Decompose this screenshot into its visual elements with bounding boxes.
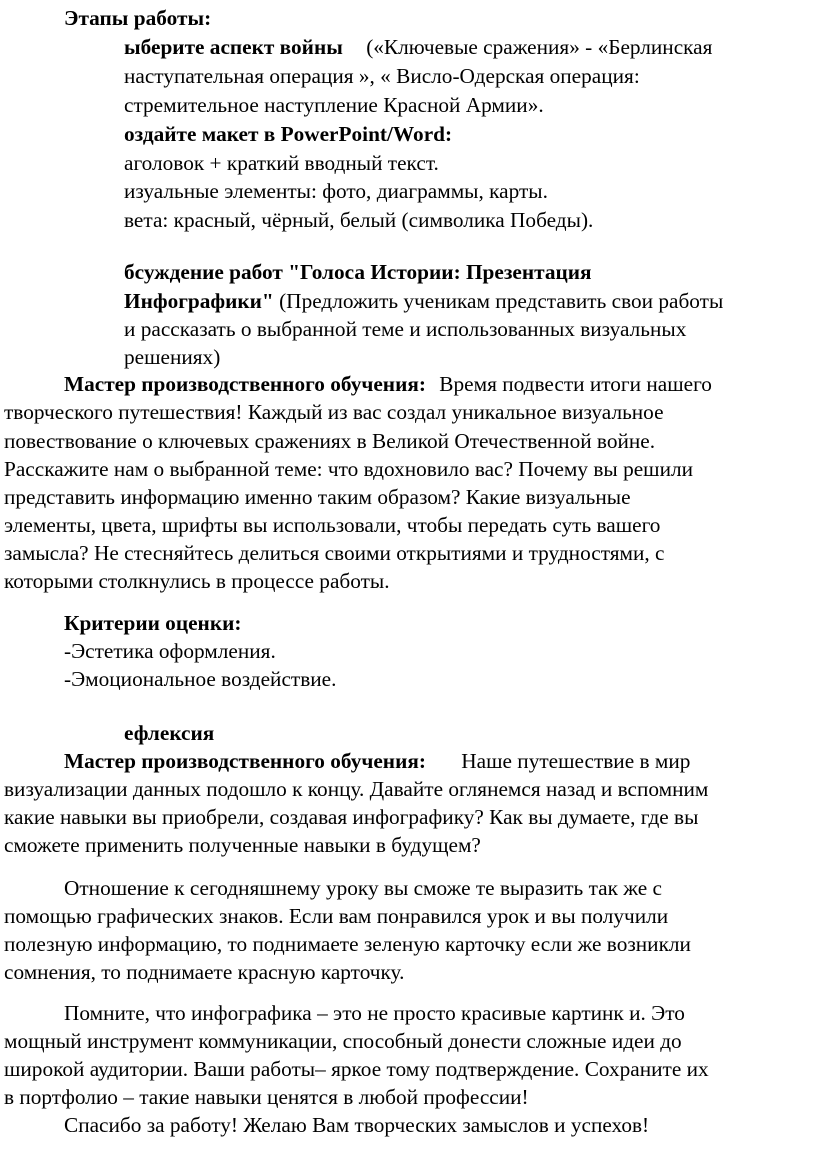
attitude-line1: Отношение к сегодняшнему уроку вы сможе те выразить так же с <box>64 876 662 900</box>
step1-text-c: стремительное наступление Красной Армии». <box>124 93 544 117</box>
master1-line1 <box>64 370 712 398</box>
step1-text-b: наступательная операция », « Висло-Одерская операция: <box>124 64 640 88</box>
remember-line2: мощный инструмент коммуникации, способный донести сложные идеи до <box>4 1029 682 1053</box>
criteria-heading: Критерии оценки: <box>64 611 242 635</box>
master2-text1: Наше путешествие в мир <box>461 749 691 773</box>
step3-line2 <box>124 287 723 315</box>
remember-line4: в портфолио – такие навыки ценятся в любой профессии! <box>4 1085 529 1109</box>
remember-line3: широкой аудитории. Ваши работы– яркое тому подтверждение. Сохраните их <box>4 1057 709 1081</box>
attitude-line4: сомнения, то поднимаете красную карточку. <box>4 960 405 984</box>
master2-line4: сможете применить полученные навыки в будущем? <box>4 833 481 857</box>
master1-text1: Время подвести итоги нашего <box>439 372 712 396</box>
step2-item1: аголовок + краткий вводный текст. <box>124 151 439 175</box>
master2-speaker: Мастер производственного обучения: <box>64 749 426 773</box>
criteria-item1: -Эстетика оформления. <box>64 639 276 663</box>
step1-text-a: («Ключевые сражения» - «Берлинская <box>366 35 713 59</box>
master2-line1 <box>64 747 690 775</box>
master1-line5: представить информацию именно таким образом? Какие визуальные <box>4 485 631 509</box>
step3-title-b: Инфографики" <box>124 289 274 313</box>
stages-heading: Этапы работы: <box>64 6 212 30</box>
step3-text-b: (Предложить ученикам представить свои работы <box>279 289 724 313</box>
master1-line8: которыми столкнулись в процессе работы. <box>4 569 390 593</box>
master1-line4: Расскажите нам о выбранной теме: что вдохновило вас? Почему вы решили <box>4 457 693 481</box>
step2-item2: изуальные элементы: фото, диаграммы, карты. <box>124 179 548 203</box>
criteria-item2: -Эмоциональное воздействие. <box>64 667 337 691</box>
step3-title-a: бсуждение работ "Голоса Истории: Презентация <box>124 260 592 284</box>
attitude-line2: помощью графических знаков. Если вам понравился урок и вы получили <box>4 904 669 928</box>
step1-line1 <box>124 33 712 61</box>
master1-line7: замысла? Не стесняйтесь делиться своими открытиями и трудностями, с <box>4 541 665 565</box>
master1-line3: повествование о ключевых сражениях в Великой Отечественной войне. <box>4 429 656 453</box>
step3-text-c: и рассказать о выбранной теме и использованных визуальных <box>124 317 687 341</box>
step2-title: оздайте макет в PowerPoint/Word: <box>124 122 453 146</box>
reflection-heading: ефлексия <box>124 721 215 745</box>
master2-line2: визуализации данных подошло к концу. Давайте оглянемся назад и вспомним <box>4 777 709 801</box>
attitude-line3: полезную информацию, то поднимаете зеленую карточку если же возникли <box>4 932 691 956</box>
master1-speaker: Мастер производственного обучения: <box>64 372 426 396</box>
step2-item3: вета: красный, чёрный, белый (символика Победы). <box>124 208 594 232</box>
remember-line1: Помните, что инфографика – это не просто красивые картинк и. Это <box>64 1001 685 1025</box>
closing-line: Спасибо за работу! Желаю Вам творческих замыслов и успехов! <box>64 1113 650 1137</box>
step1-title: ыберите аспект войны <box>124 35 343 59</box>
master1-line2: творческого путешествия! Каждый из вас создал уникальное визуальное <box>4 400 664 424</box>
master1-line6: элементы, цвета, шрифты вы использовали, чтобы передать суть вашего <box>4 513 661 537</box>
master2-line3: какие навыки вы приобрели, создавая инфографику? Как вы думаете, где вы <box>4 805 699 829</box>
step3-text-d: решениях) <box>124 345 221 369</box>
